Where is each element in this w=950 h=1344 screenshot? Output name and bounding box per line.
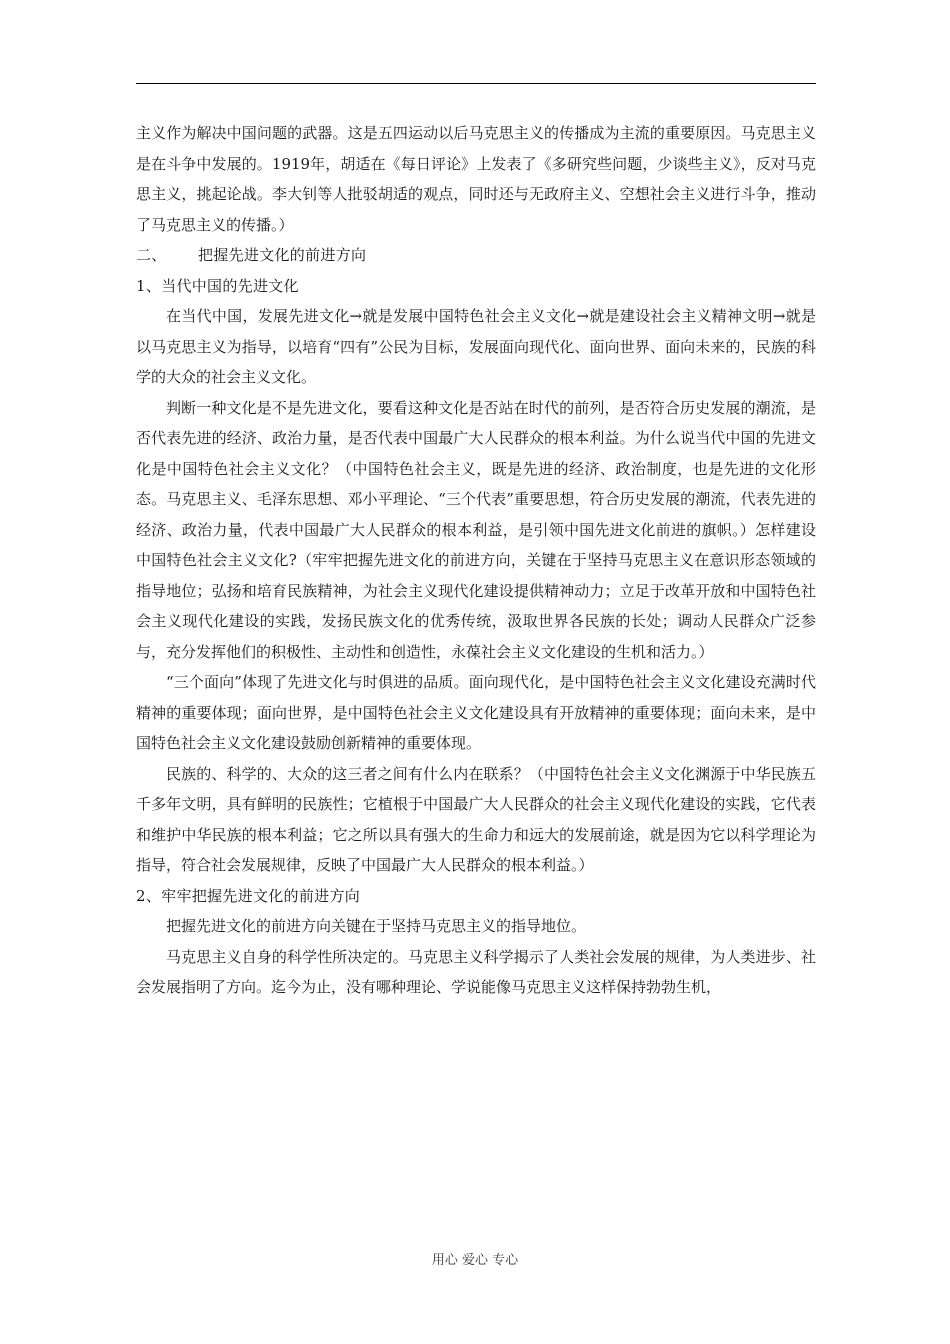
paragraph-marxism-science: 马克思主义自身的科学性所决定的。马克思主义科学揭示了人类社会发展的规律，为人类进步、社会发展指明了方向。迄今为止，没有哪种理论、学说能像马克思主义这样保持勃勃生机， (136, 947, 816, 996)
paragraph-inner-connection: 民族的、科学的、大众的这三者之间有什么内在联系？（中国特色社会主义文化渊源于中华民族五千多年文明，具有鲜明的民族性；它植根于中国最广大人民群众的社会主义现代化建设的实践，它代表和维护中华民族的根本利益；它之所以具有强大的生命力和远大的发展前途，就是因为它以科学理论为指导，符合社会发展规律，反映了中国最广大人民群众的根本利益。） (136, 764, 816, 874)
document-body (136, 118, 816, 1003)
paragraph-advanced-culture: 在当代中国，发展先进文化→就是发展中国特色社会主义文化→就是建设社会主义精神文明→就是以马克思主义为指导，以培育“四有”公民为目标，发展面向现代化、面向世界、面向未来的，民族的科学的大众的社会主义文化。 (136, 307, 816, 386)
paragraph-continuation: 主义作为解决中国问题的武器。这是五四运动以后马克思主义的传播成为主流的重要原因。马克思主义是在斗争中发展的。1919年，胡适在《每日评论》上发表了《多研究些问题，少谈些主义》，反对马克思主义，挑起论战。李大钊等人批驳胡适的观点，同时还与无政府主义、空想社会主义进行斗争，推动了马克思主义的传播。） (136, 124, 816, 234)
paragraph-three-orientations: “三个面向”体现了先进文化与时俱进的品质。面向现代化，是中国特色社会主义文化建设充满时代精神的重要体现；面向世界，是中国特色社会主义文化建设具有开放精神的重要体现；面向未来，是中国特色社会主义文化建设鼓励创新精神的重要体现。 (136, 673, 816, 752)
section-number: 二、 (136, 246, 167, 264)
page-footer: 用心 爱心 专心 (431, 1253, 519, 1268)
section-heading-2 (136, 240, 816, 271)
paragraph-key-point: 把握先进文化的前进方向关键在于坚持马克思主义的指导地位。 (166, 917, 587, 935)
subsection-heading-1: 1、当代中国的先进文化 (136, 276, 299, 295)
header-rule (136, 83, 816, 84)
subsection-heading-2: 2、牢牢把握先进文化的前进方向 (136, 886, 361, 905)
section-title: 把握先进文化的前进方向 (198, 246, 367, 264)
paragraph-judging-culture: 判断一种文化是不是先进文化，要看这种文化是否站在时代的前列，是否符合历史发展的潮流，是否代表先进的经济、政治力量，是否代表中国最广大人民群众的根本利益。为什么说当代中国的先进文化是中国特色社会主义文化？（中国特色社会主义，既是先进的经济、政治制度，也是先进的文化形态。马克思主义、毛泽东思想、邓小平理论、“三个代表”重要思想，符合历史发展的潮流，代表先进的经济、政治力量，代表中国最广大人民群众的根本利益，是引领中国先进文化前进的旗帜。）怎样建设中国特色社会主义文化?（牢牢把握先进文化的前进方向，关键在于坚持马克思主义在意识形态领域的指导地位；弘扬和培育民族精神，为社会主义现代化建设提供精神动力；立足于改革开放和中国特色社会主义现代化建设的实践，发扬民族文化的优秀传统，汲取世界各民族的长处；调动人民群众广泛参与，充分发挥他们的积极性、主动性和创造性，永葆社会主义文化建设的生机和活力。） (136, 398, 816, 661)
